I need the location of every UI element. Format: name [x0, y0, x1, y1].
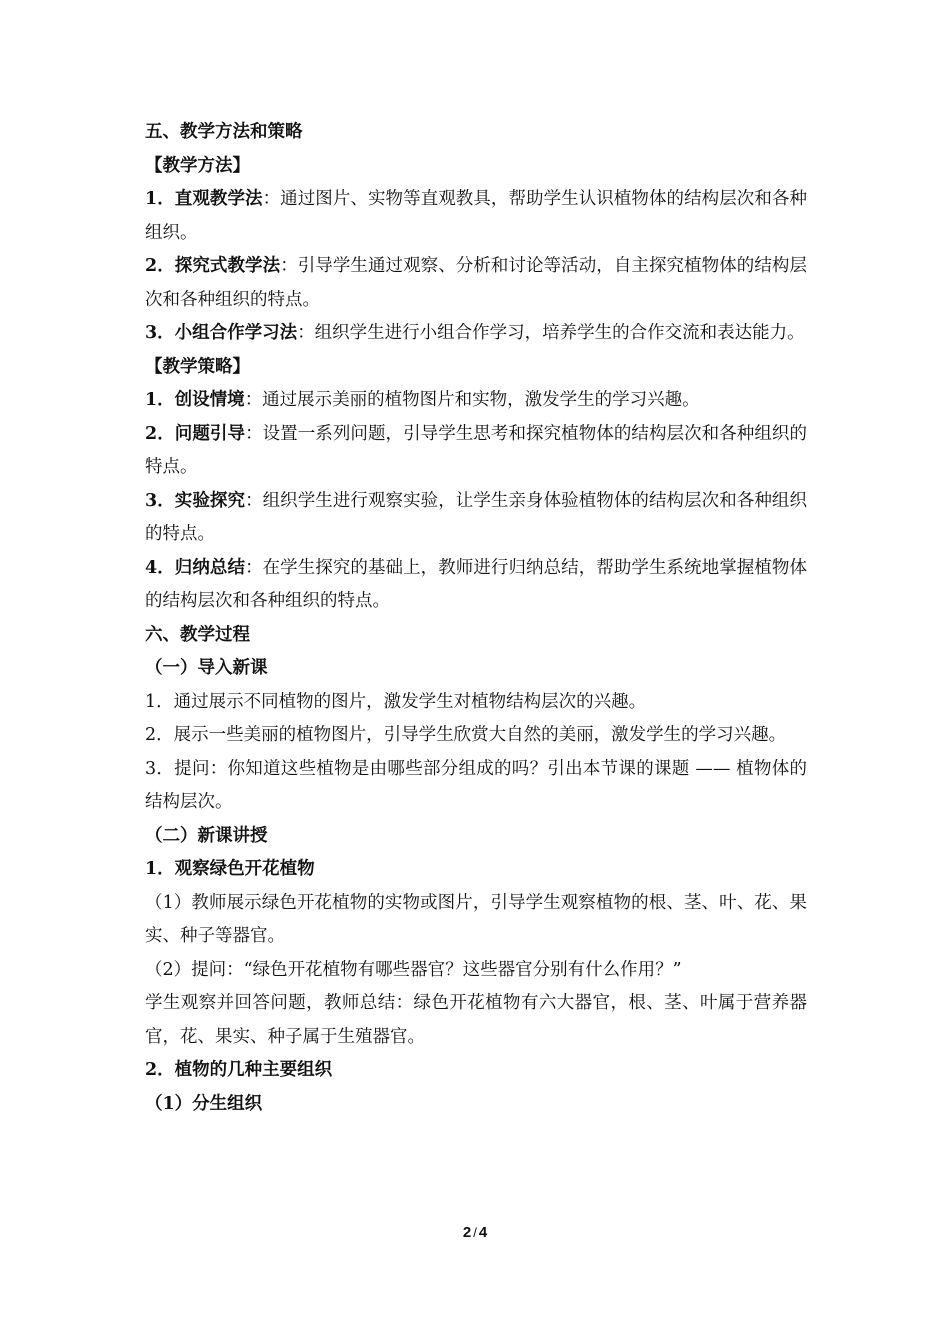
- page-number: [0, 1224, 950, 1241]
- strategy-item: [145, 384, 807, 418]
- strategy-item: [145, 552, 807, 619]
- page-total: 4: [478, 1224, 488, 1241]
- strategy-item: [145, 418, 807, 485]
- method-item: [145, 183, 807, 250]
- strategy-text: ：通过展示美丽的植物图片和实物，激发学生的学习兴趣。: [244, 390, 700, 410]
- strategy-text: ：设置一系列问题，引导学生思考和探究植物体的结构层次和各种组织的特点。: [145, 423, 807, 477]
- method-label: 2．探究式教学法: [145, 256, 281, 276]
- subsection-title: （二）新课讲授: [145, 825, 268, 846]
- strategy-label: 4．归纳总结: [145, 557, 246, 578]
- list-item: 3．提问：你知道这些植物是由哪些部分组成的吗？引出本节课的课题 —— 植物体的结构层次。: [145, 758, 807, 812]
- strategy-label: 3．实验探究: [145, 490, 246, 511]
- section-title: 六、教学过程: [145, 624, 250, 645]
- section-title: 五、教学方法和策略: [145, 122, 303, 142]
- topic-subtitle: （1）分生组织: [145, 1093, 263, 1114]
- list-item: 1．通过展示不同植物的图片，激发学生对植物结构层次的兴趣。: [145, 691, 647, 712]
- subsection-title: （一）导入新课: [145, 658, 268, 678]
- strategy-item: [145, 485, 807, 552]
- method-text: ：组织学生进行小组合作学习，培养学生的合作交流和表达能力。: [297, 323, 805, 343]
- paragraph: （1）教师展示绿色开花植物的实物或图片，引导学生观察植物的根、茎、叶、花、果实、种子等器官。: [145, 892, 807, 946]
- strategies-header: 【教学策略】: [145, 356, 250, 377]
- topic-title: 1．观察绿色开花植物: [145, 859, 315, 879]
- method-label: 3．小组合作学习法: [145, 323, 298, 343]
- strategy-label: 2．问题引导: [145, 423, 246, 444]
- paragraph: 学生观察并回答问题，教师总结：绿色开花植物有六大器官，根、茎、叶属于营养器官，花、果实、种子属于生殖器官。: [145, 993, 807, 1047]
- topic-title: 2．植物的几种主要组织: [145, 1060, 333, 1080]
- method-item: [145, 250, 807, 317]
- page-separator: /: [473, 1225, 477, 1240]
- page-content: [145, 116, 807, 1121]
- paragraph: （2）提问：“绿色开花植物有哪些器官？这些器官分别有什么作用？”: [145, 959, 682, 980]
- method-text: ：通过图片、实物等直观教具，帮助学生认识植物体的结构层次和各种组织。: [145, 189, 807, 243]
- list-item: 2．展示一些美丽的植物图片，引导学生欣赏大自然的美丽，激发学生的学习兴趣。: [145, 725, 787, 745]
- strategy-label: 1．创设情境: [145, 390, 245, 410]
- page-current: 2: [462, 1224, 472, 1241]
- method-item: [145, 317, 807, 351]
- method-label: 1．直观教学法: [145, 189, 263, 209]
- methods-header: 【教学方法】: [145, 155, 250, 176]
- strategy-text: ：在学生探究的基础上，教师进行归纳总结，帮助学生系统地掌握植物体的结构层次和各种组织的特点。: [145, 557, 807, 611]
- strategy-text: ：组织学生进行观察实验，让学生亲身体验植物体的结构层次和各种组织的特点。: [145, 490, 807, 544]
- method-text: ：引导学生通过观察、分析和讨论等活动，自主探究植物体的结构层次和各种组织的特点。: [145, 256, 807, 310]
